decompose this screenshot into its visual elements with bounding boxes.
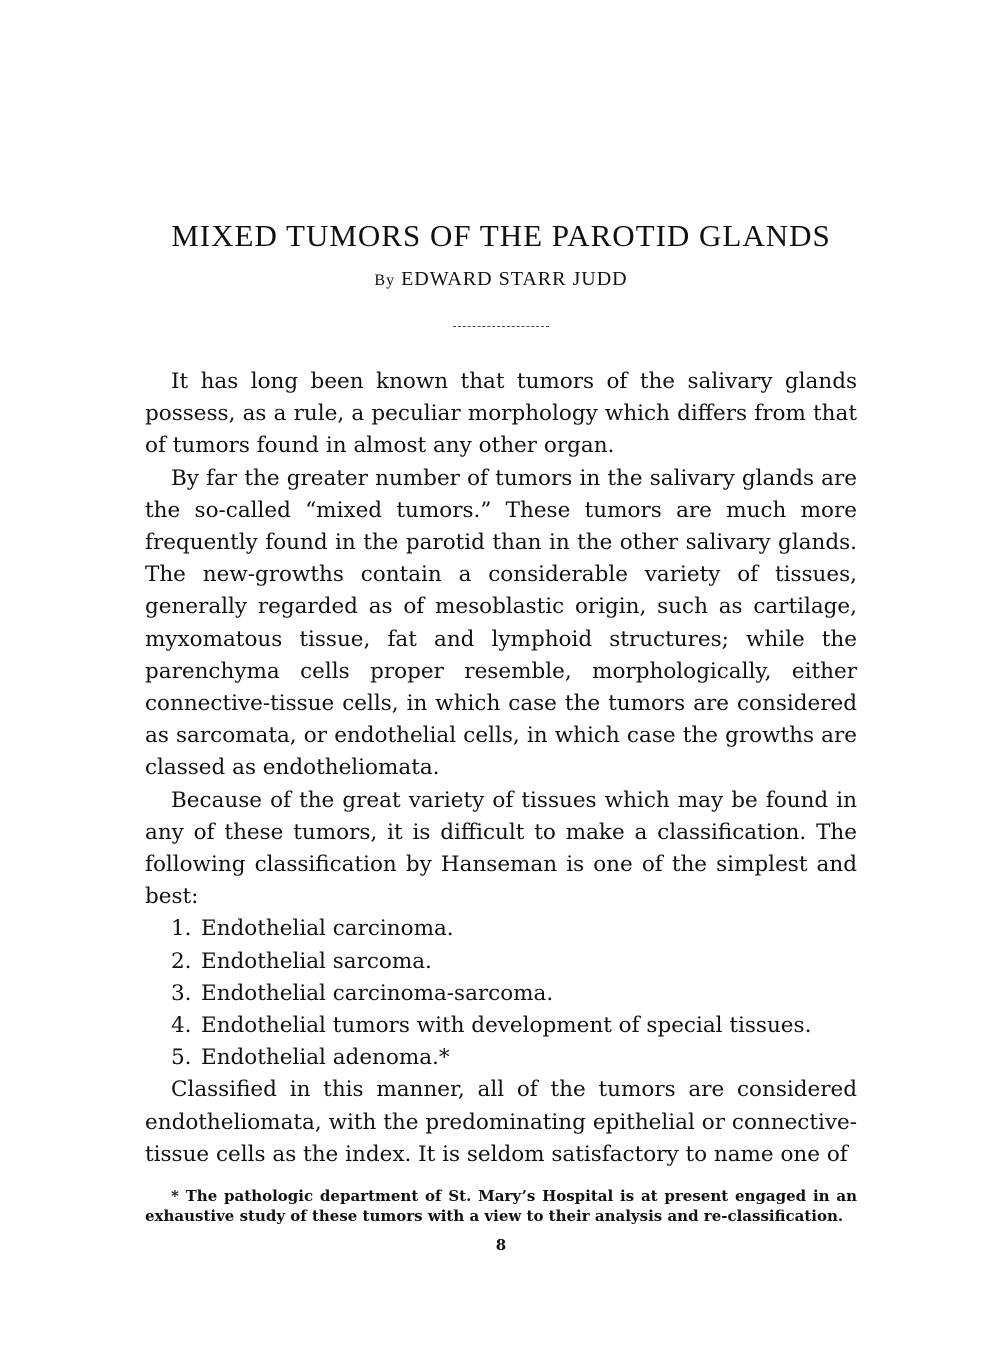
list-item [145,1010,857,1042]
paragraph: Classified in this manner, all of the tumors are considered endotheliomata, with the predominating epithelial or connective-tissue cells as the index. It is seldom satisfactory to name one of [145,1077,857,1167]
title-divider [453,326,549,327]
paragraph: It has long been known that tumors of the salivary glands possess, as a rule, a peculiar morphology which differs from that of tumors found in almost any other organ. [145,369,857,459]
footnote: * The pathologic department of St. Mary’s Hospital is at present engaged in an exhaustive study of these tumors with a view to their analysis and re-classification. [145,1187,857,1225]
list-item [145,1042,857,1074]
byline [145,268,857,291]
list-text: Endothelial sarcoma. [201,948,432,974]
list-item [145,946,857,978]
list-text: Endothelial carcinoma-sarcoma. [201,980,554,1006]
list-text: Endothelial tumors with development of special tissues. [201,1013,812,1039]
list-number: 3. [171,980,192,1006]
document-page [145,0,857,1366]
list-item [145,913,857,945]
list-number: 1. [171,916,192,942]
article-title: MIXED TUMORS OF THE PAROTID GLANDS [171,218,831,253]
list-number: 2. [171,948,192,974]
paragraph: Because of the great variety of tissues which may be found in any of these tumors, it is difficult to make a classification. The following classification by Hanseman is one of the simplest and best: [145,787,857,910]
list-number: 5. [171,1045,192,1071]
classification-list [145,913,857,1074]
list-text: Endothelial carcinoma. [201,916,454,942]
page-number: 8 [495,1236,507,1254]
author-name: EDWARD STARR JUDD [401,268,628,290]
paragraph: By far the greater number of tumors in the salivary glands are the so-called “mixed tumors.” These tumors are much more frequently found in the parotid than in the other salivary glands. The new-growths contain a considerable variety of tissues, generally regarded as of mesoblastic origin, such as cartilage, myxomatous tissue, fat and lymphoid structures; while the parenchyma cells proper resemble, morphologically, either connective-tissue cells, in which case the tumors are considered as sarcomata, or endothelial cells, in which case the growths are classed as endotheliomata. [145,465,857,781]
list-number: 4. [171,1013,192,1039]
list-text: Endothelial adenoma.* [201,1045,450,1071]
byline-prefix: By [374,272,396,289]
article-body [145,366,857,1171]
list-item [145,978,857,1010]
